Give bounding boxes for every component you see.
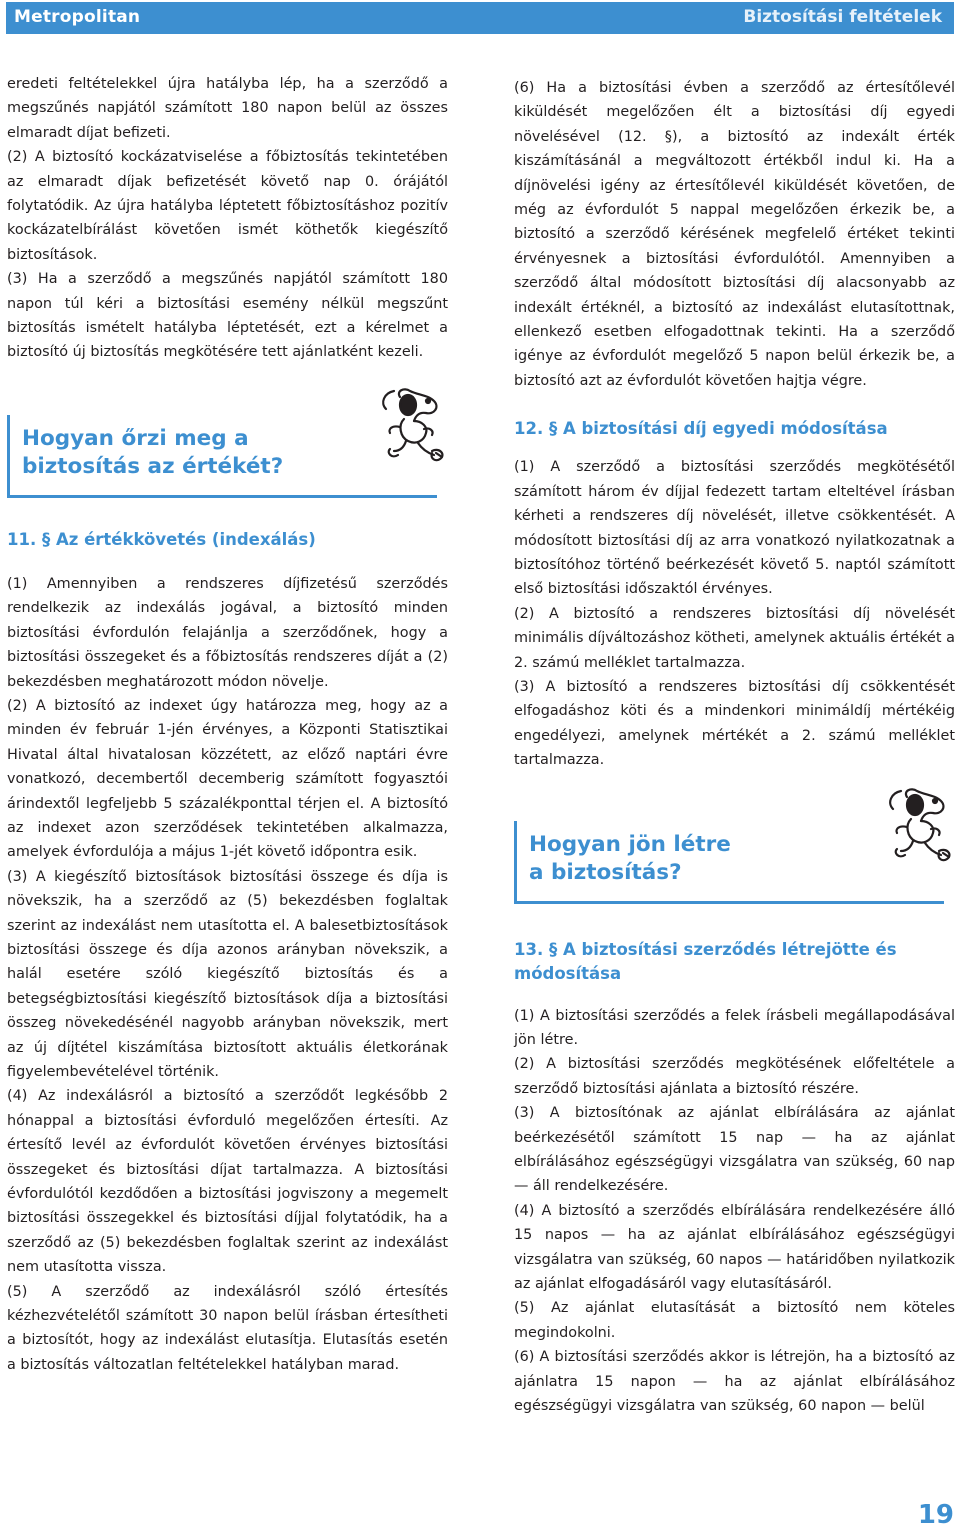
paragraph: (1) A biztosítási szerződés a felek írásbeli megállapodásával jön létre.: [514, 1007, 955, 1048]
question-title-line-2: a biztosítás?: [529, 859, 682, 885]
paragraph: eredeti feltételekkel újra hatályba lép, ha a szerződő a megszűnés napjától számított 180 napon belül az összes elmaradt díjat befizeti.: [7, 76, 448, 141]
paragraph: (2) A biztosítási szerződés megkötésének előfeltétele a szerződő biztosítási ajánlata a biztosító részére.: [514, 1056, 955, 1097]
section-heading-13: [514, 938, 955, 986]
question-title-line-2: biztosítás az értékét?: [22, 453, 284, 479]
section-heading-12: 12. § A biztosítási díj egyedi módosítása: [514, 419, 888, 439]
paragraph: (3) A kiegészítő biztosítások biztosítási összege és díja is növekszik, ha a szerződő az (5) bekezdésben foglaltak szerint az indexálást nem utasította el. A balesetbiztosítások biztosítási összege és díja azonos arányban növekszik, a halál esetére szóló kiegészítő biztosítás és a betegségbiztosítási kiegészítő biztosítások díja a biztosítási összeg növekedésénél nagyobb arányban növekszik, mert az új díjtétel kiszámítása biztosított aktuális életkorának figyelembevételével történik.: [7, 868, 448, 1080]
paragraph: (1) Amennyiben a rendszeres díjfizetésű szerződés rendelkezik az indexálás jogával, a biztosító minden biztosítási évfordulón felajánlja a szerződőnek, hogy a biztosítási összegeket és a főbiztosítás rendszeres díját a (2) bekezdésben meghatározott módon növelje.: [7, 575, 448, 690]
paragraph: (2) A biztosító a rendszeres biztosítási díj növelését minimális díjváltozáshoz kötheti, amelynek aktuális értékét a 2. számú melléklet tartalmazza.: [514, 605, 955, 671]
paragraph: (6) Ha a biztosítási évben a szerződő az értesítőlevél kiküldését megelőzően élt a biztosítási díj egyedi növelésével (12. §), a biztosító az indexált érték kiszámításánál a megváltozott értékből indul ki. Ha a díjnövelési igény az értesítőlevél kiküldését követően, de még az évfordulót 5 nappal megelőzően érkezik be, a biztosító a szerződő kérésének megfelelő értéket tekinti érvényesnek a biztosítási évfordulótól. Amennyiben a szerződő által módosított biztosítási díj alacsonyabb az indexált értéknél, a biztosító az indexálást elutasítottnak, ellenkező esetben elfogadottnak tekinti. Ha a szerződő igénye az évfordulót megelőző 5 napon belül érkezik be, a biztosító azt az évfordulót követően hajtja végre.: [514, 80, 955, 389]
paragraph: (2) A biztosító kockázatviselése a főbiztosítás tekintetében az elmaradt díjak befizetését követő nap 0. órájától folytatódik. Az újra hatályba léptetett főbiztosításhoz pozitív kockázatelbírálást követően ismét köthetők kiegészítő biztosítások.: [7, 149, 448, 263]
paragraph: (3) Ha a szerződő a megszűnés napjától számított 180 napon túl kéri a biztosítási esemény nélkül megszűnt biztosítás ismételt hatályba léptetését, ezt a kérelmet a biztosító új biztosítás megkötésére tett ajánlatként kezeli.: [7, 271, 448, 361]
snoopy-icon: [370, 385, 452, 467]
question-box: [514, 821, 944, 904]
paragraph: (3) A biztosító a rendszeres biztosítási díj csökkentését elfogadáshoz köti és a mindenkori minimáldíj mértékéig engedélyezi, amelynek mértékét a 2. számú melléklet tartalmazza.: [514, 678, 955, 769]
paragraph: (4) A biztosító a szerződés elbírálására rendelkezésére álló 15 napos — ha az ajánlat elbírálásához egészségügyi vizsgálatra van szükség, 60 napos — határidőben nyilatkozik az ajánlat elfogadásáról vagy elutasításáról.: [514, 1202, 955, 1293]
paragraph: (3) A biztosítónak az ajánlat elbírálására az ajánlat beérkezésétől számított 15 nap — ha az ajánlat elbírálásához egészségügyi vizsgálatra van szükség, 60 nap — áll rendelkezésére.: [514, 1105, 955, 1195]
brand-name: Metropolitan: [14, 7, 141, 27]
paragraph: (1) A szerződő a biztosítási szerződés megkötésétől számított három év díjjal fedezett tartam elteltével írásban kérheti a rendszeres díj növelését, illetve csökkentését. A módosított biztosítási díj az arra vonatkozó nyilatkozatnak a biztosítóhoz történő beérkezését követő 5. naptól számított első biztosítási időszaktól érvényes.: [514, 459, 955, 598]
header-bar: [6, 2, 954, 34]
right-column: [514, 76, 955, 1418]
left-column: [7, 72, 448, 1377]
section-heading-13-line-1: 13. § A biztosítási szerződés létrejötte és: [514, 939, 897, 959]
question-title-line-1: Hogyan jön létre: [529, 831, 731, 857]
section-heading-11: 11. § Az értékkövetés (indexálás): [7, 529, 316, 549]
snoopy-icon: [877, 785, 959, 867]
paragraph: (2) A biztosító az indexet úgy határozza meg, hogy az a minden év február 1-jén érvényes, a Központi Statisztikai Hivatal által hivatalosan közzétett, az előző naptári évre vonatkozó, decembertől decemberig számított fogyasztói árindextől legfeljebb 5 százalékponttal térjen el. A biztosító az indexet azon szerződések tekintetében alkalmazza, amelyek évfordulója a május 1-jét követő időpontra esik.: [7, 697, 448, 861]
document-title: Biztosítási feltételek: [743, 7, 942, 27]
paragraph: (5) A szerződő az indexálásról szóló értesítés kézhezvételétől számított 30 napon belül írásban értesítheti a biztosítót, hogy az indexálást elutasítja. Elutasítás esetén a biztosítás változatlan feltételekkel hatályban marad.: [7, 1283, 448, 1373]
question-title-line-1: Hogyan őrzi meg a: [22, 425, 249, 451]
page-number: 19: [917, 1500, 954, 1530]
question-box: [7, 415, 437, 498]
paragraph: (5) Az ajánlat elutasítását a biztosító nem köteles megindokolni.: [514, 1300, 955, 1341]
paragraph: (4) Az indexálásról a biztosító a szerződőt legkésőbb 2 hónappal a biztosítási évforduló megelőzően értesíti. Az értesítő levél az évfordulót követően érvényes biztosítási összegeket és biztosítási díjat tartalmazza. A biztosítási évfordulótól kezdődően a biztosítási jogviszony a megemelt biztosítási összegekkel és biztosítási díjjal folytatódik, ha a szerződő az (5) bekezdésben foglaltak szerint az indexálást nem utasította vissza.: [7, 1088, 448, 1276]
paragraph: (6) A biztosítási szerződés akkor is létrejön, ha a biztosító az ajánlatra 15 napon — ha az ajánlat elbírálásához egészségügyi vizsgálatra van szükség, 60 napon — belül: [514, 1349, 955, 1415]
section-heading-13-line-2: módosítása: [514, 963, 622, 983]
